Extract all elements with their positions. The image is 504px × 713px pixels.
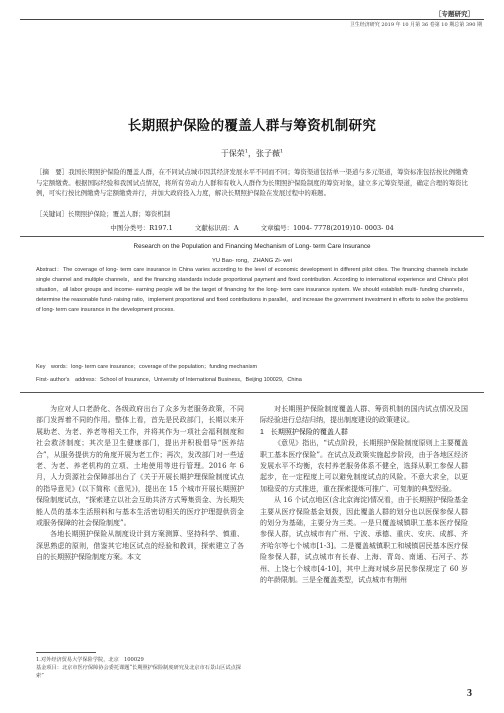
body-left-column — [36, 404, 244, 564]
keywords-zh-label: ［关键词］ — [36, 210, 68, 218]
english-abstract-label: Abstract： — [36, 267, 63, 273]
english-affiliation-label: First- author's address： — [36, 377, 101, 383]
english-authors: YU Bao- rong，ZHANG Zi- wei — [212, 258, 292, 264]
footnote-funding-label: 基金项目： — [36, 665, 62, 671]
body-paragraph: 为应对人口老龄化、各级政府出台了众多为老服务政策，不同部门发挥着不同的作用。整体上看，首先是民政部门，长期以来开展助老、为老、养老等相关工作，并将其作为一项社会福利制度和社会救济制度；其次是卫生健康部门，提出并积极倡导“医养结合”，从服务提供方的角度开展为老工作；再次，发改部门对一些适老、为老、养老机构的立项、土地使用等进行管理。2016 年 6 月，人力资源社会保障部出台了《关于开展长期护理保险制度试点的指导意见》(以下简称《意见》)，提出在 15 个城市开展长期照护保险制度试点，“探索建立以社会互助共济方式筹集资金、为长期失能人员的基本生活照料和与基本生活密切相关的医疗护理提供资金或服务保障的社会保险制度”。 — [36, 405, 244, 528]
footnote — [36, 656, 246, 680]
paper-title: 长期照护保险的覆盖人群与筹资机制研究 — [127, 118, 377, 133]
abstract-zh — [36, 167, 468, 199]
article-id: 文章编号：1004- 7778(2019)10- 0003- 04 — [260, 224, 394, 232]
abstract-zh-text: 我国长期照护保险的覆盖人群，在不同试点城市因其经济发展水平不同而不同；筹资渠道包括单一渠道与多元渠道，筹资标准包括按比例缴费与定额缴费。根据国际经验和我国试点情况，将所有劳动力人群和有收入人群作为长期照护保险制度的筹资对象，建立多元筹资渠道，确定合理的筹资比例，可实行按比例缴费与定额缴费并行，并加大政府投入力度，解决长期照护保险在发展过程中的难题。 — [36, 168, 469, 198]
author-1-affil: 1 — [244, 148, 248, 155]
footnote-funding-text: 北京市医疗保障协会委托课题“长期照护保险制度研究及北京市石景山区试点探索” — [36, 665, 241, 679]
english-abstract-text: The coverage of long- term care insurance in China varies according to the level of economic development in different pilot cities. The financing channels include single channel and multiple channels，and the financing standards include proportional payment and fixed contribution. According to international experience and China's pilot situation，all labor groups and income- earning people will be the target of financing for the long- term care insurance system. We should establish multi- funding channels，determine the reasonable fund- raising ratio，implement proportional and fixed contributions in parallel，and increase the government investment in efforts to solve the problems of long- term care insurance in the development process. — [36, 267, 468, 313]
document-code: 文献标识码：A — [194, 224, 239, 232]
abstract-zh-label: ［摘 要］ — [36, 168, 69, 176]
footnote-affiliation: 1.对外经济贸易大学保险学院，北京 100029 — [36, 657, 144, 663]
english-keywords-text: long- term care insurance；coverage of the population；funding mechanism — [71, 364, 258, 370]
footnote-funding — [36, 664, 246, 680]
author-separator: ， — [248, 149, 256, 158]
body-right-column — [260, 404, 468, 587]
author-1: 于保荣 — [220, 149, 245, 158]
body-paragraph: 对长期照护保险制度覆盖人群、筹资机制的国内试点情况及国际经验进行总结归纳，提出制度建设的政策建议。 — [260, 405, 468, 425]
authors — [0, 148, 504, 159]
journal-info: 卫生经济研究 2019 年 10 月第 36 卷第 10 期总第 390 期 — [349, 22, 482, 28]
keywords-zh — [36, 209, 468, 218]
body-paragraph: 从 16 个试点地区(含北京海淀)情况看，由于长期照护保险基金主要从医疗保险基金划拨，因此覆盖人群的划分也以医保参保人群的划分为基础，主要分为三类。一是只覆盖城镇职工基本医疗保险参保人群，试点城市有广州、宁波、承德、重庆、安庆、成都、齐齐哈尔等七个城市[1-3]。二是覆盖城镇职工和城镇居民基本医疗保险参保人群，试点城市有长春、上海、青岛、南通、石河子、苏州、上饶七个城市[4-10]，其中上海对城乡居民参保规定了 60 岁的年龄限制。三是全覆盖类型，试点城市有荆州 — [260, 496, 468, 585]
body-paragraph: 各地长期照护保险从制度设计到方案测算、坚持科学、慎重、深思熟虑的原则，借鉴其它地区试点的经验和教训，探索建立了各自的长期照护保险制度方案。本文 — [36, 530, 244, 562]
section-heading: 1 长期照护保险的覆盖人群 — [260, 428, 348, 436]
english-keywords — [36, 362, 468, 370]
classification-line — [0, 223, 504, 232]
author-2: 张子薇 — [256, 149, 280, 158]
english-abstract — [36, 265, 468, 315]
body-paragraph: 《意见》指出，“试点阶段，长期照护保险制度原则上主要覆盖职工基本医疗保险”。在试点及政策实施起步阶段，由于各地区经济发展水平不均衡，农村养老服务体系不健全，选择从职工参保人群起步，在一定程度上可以避免制度试点的风险。不意大求全，以更加稳妥的方式推进，重在探索提炼可推广、可复制的典型经验。 — [260, 439, 468, 493]
author-2-affil: 1 — [280, 148, 284, 155]
page-number: 3 — [467, 688, 472, 699]
english-affiliation-text: School of Insurance，University of International Business，Beijing 100029，China — [100, 377, 302, 383]
footnote-rule — [36, 652, 96, 653]
section-tag: ［专题研究］ — [435, 11, 474, 18]
keywords-zh-text: 长期照护保险；覆盖人群；筹资机制 — [67, 210, 171, 218]
english-affiliation — [36, 375, 468, 383]
header-rule — [20, 19, 484, 20]
english-keywords-label: Key words： — [36, 364, 72, 370]
clc-number: 中图分类号：R197.1 — [110, 224, 173, 232]
english-title: Research on the Population and Financing Mechanism of Long- term Care Insurance — [133, 243, 371, 250]
